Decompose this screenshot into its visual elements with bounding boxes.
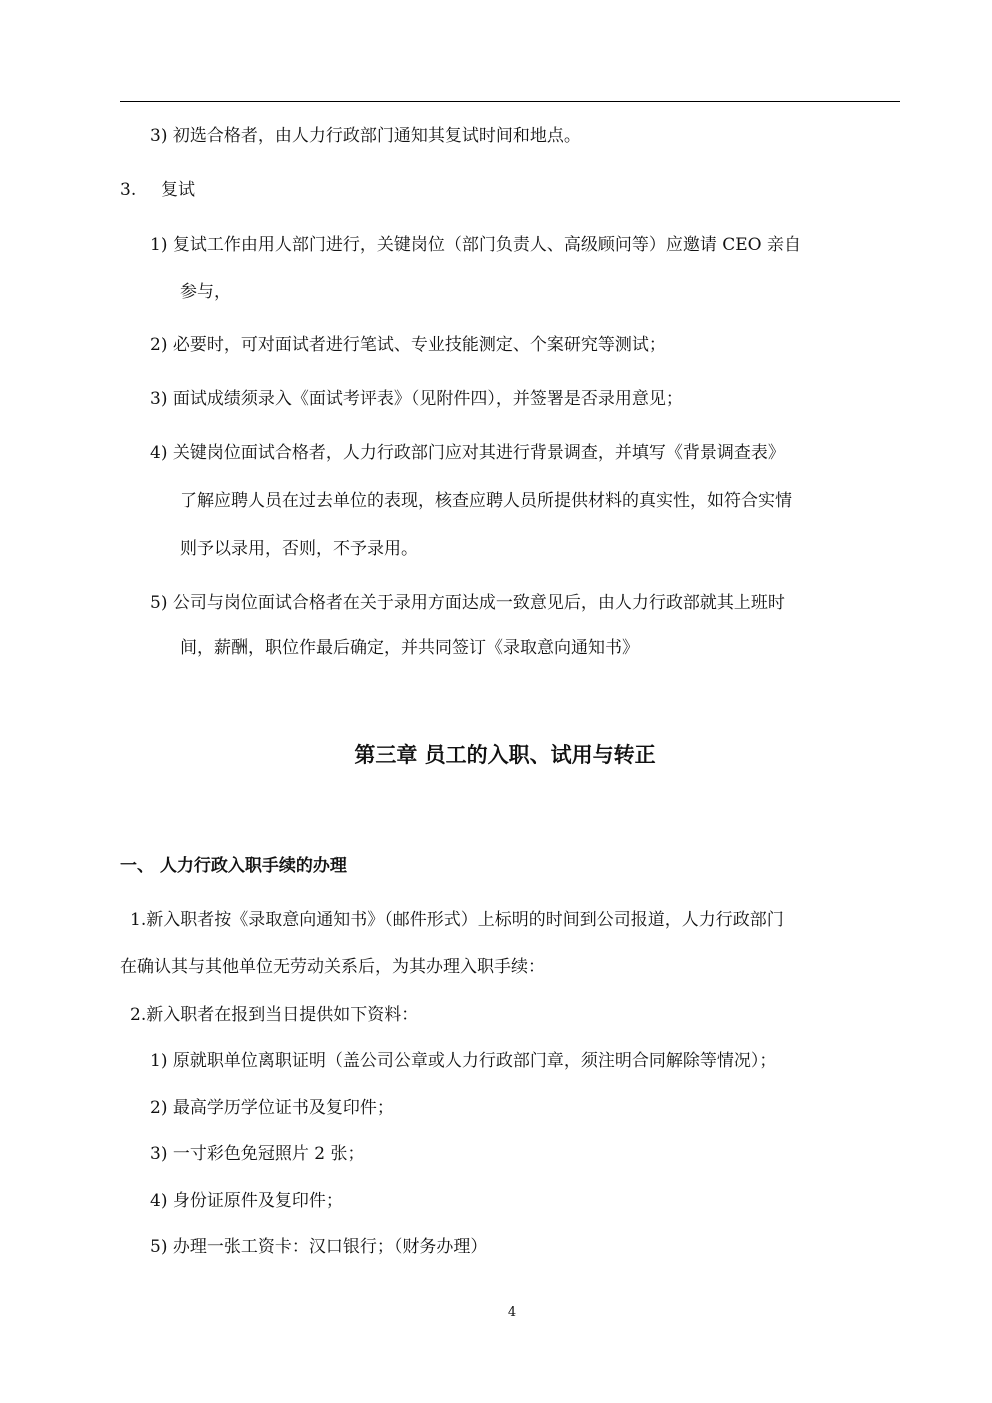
materials-item-2: 2) 最高学历学位证书及复印件； [150, 1098, 394, 1118]
sub-item-2: 2) 必要时，可对面试者进行笔试、专业技能测定、个案研究等测试； [150, 335, 666, 355]
sub-item-4-line-1: 4) 关键岗位面试合格者，人力行政部门应对其进行背景调查，并填写《背景调查表》 [150, 443, 785, 463]
materials-item-3: 3) 一寸彩色免冠照片 2 张； [150, 1144, 365, 1164]
sub-item-4-line-3: 则予以录用，否则，不予录用。 [180, 539, 418, 559]
sub-item-4-line-2: 了解应聘人员在过去单位的表现，核查应聘人员所提供材料的真实性，如符合实情 [180, 491, 792, 511]
section-1-title: 一、 人力行政入职手续的办理 [120, 856, 347, 876]
materials-item-1: 1) 原就职单位离职证明（盖公司公章或人力行政部门章，须注明合同解除等情况）； [150, 1051, 777, 1071]
chapter-title: 第三章 员工的入职、试用与转正 [354, 743, 656, 767]
materials-item-5: 5) 办理一张工资卡：汉口银行；（财务办理） [150, 1237, 488, 1257]
sub-item-5-line-1: 5) 公司与岗位面试合格者在关于录用方面达成一致意见后，由人力行政部就其上班时 [150, 593, 785, 613]
page-number: 4 [507, 1305, 517, 1320]
section-3-number: 3. [120, 180, 137, 200]
materials-item-4: 4) 身份证原件及复印件； [150, 1191, 343, 1211]
list-item-3-initial-screening: 3) 初选合格者，由人力行政部门通知其复试时间和地点。 [150, 126, 581, 146]
sub-item-3: 3) 面试成绩须录入《面试考评表》（见附件四），并签署是否录用意见； [150, 389, 683, 409]
section-3-heading [120, 178, 195, 202]
paragraph-1-line-1: 1.新入职者按《录取意向通知书》（邮件形式）上标明的时间到公司报道，人力行政部门 [130, 910, 784, 930]
sub-item-1-line-2: 参与， [180, 282, 231, 302]
paragraph-2: 2.新入职者在报到当日提供如下资料： [130, 1005, 419, 1025]
paragraph-1-line-2: 在确认其与其他单位无劳动关系后，为其办理入职手续： [120, 957, 545, 977]
sub-item-1-line-1: 1) 复试工作由用人部门进行，关键岗位（部门负责人、高级顾问等）应邀请 CEO 亲自 [150, 235, 802, 255]
sub-item-5-line-2: 间，薪酬，职位作最后确定，并共同签订《录取意向通知书》 [180, 638, 639, 658]
section-3-title: 复试 [161, 180, 196, 200]
header-rule [120, 101, 900, 102]
